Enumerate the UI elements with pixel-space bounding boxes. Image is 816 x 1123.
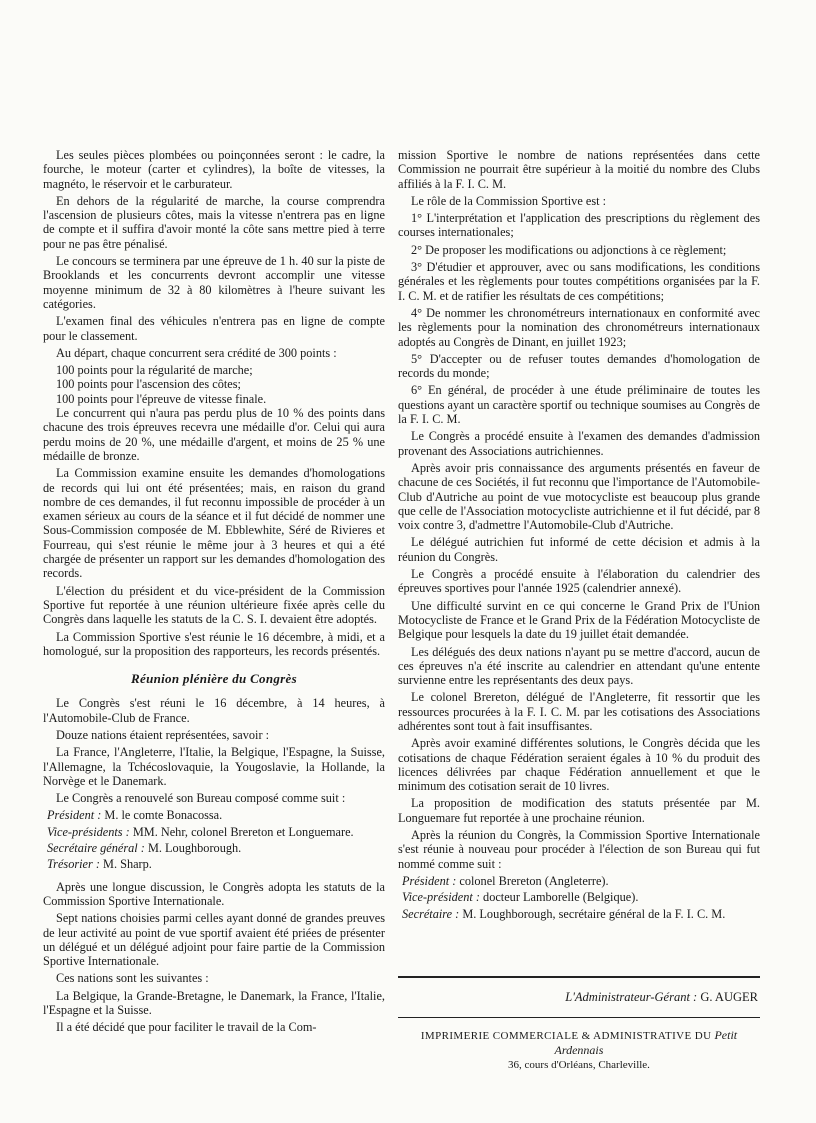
bureau-entry <box>398 874 760 888</box>
left-paragraphs-d <box>43 880 385 1035</box>
printer-name: IMPRIMERIE COMMERCIALE & ADMINISTRATIVE DU <box>420 1030 712 1042</box>
bureau-entry <box>43 841 385 855</box>
paragraph: 6° En général, de procéder à une étude préliminaire de toutes les questions ayant un caractère sportif ou technique soumises au Congrès de la F. I. C. M. <box>398 383 760 427</box>
paragraph: Le concurrent qui n'aura pas perdu plus de 10 % des points dans chacune des trois épreuves recevra une médaille d'or. Celui qui aura perdu moins de 20 %, une médaille d'argent, et moins de 25 % une médaille de bronze. <box>43 406 385 463</box>
bureau-role: Vice-président : <box>402 890 480 905</box>
bureau-role: Secrétaire : <box>402 906 460 921</box>
printer-paper: Petit Ardennais <box>554 1028 738 1057</box>
points-line: 100 points pour l'ascension des côtes; <box>56 377 241 392</box>
paragraph: 3° D'étudier et approuver, avec ou sans modifications, les conditions générales et les règlements pour toutes compétitions organisées par la F. I. C. M. et de ratifier les résultats de ces compétitions; <box>398 260 760 303</box>
commission-bureau-list <box>398 874 760 921</box>
paragraph: Après la réunion du Congrès, la Commission Sportive Internationale s'est réunie à nouveau pour procéder à l'élection de son Bureau qui fut nommé comme suit : <box>398 828 760 871</box>
points-line: 100 points pour l'épreuve de vitesse finale. <box>56 391 267 406</box>
points-line: 100 points pour la régularité de marche; <box>56 363 253 378</box>
left-paragraphs-c <box>43 696 385 805</box>
paragraph: 5° D'accepter ou de refuser toutes demandes d'homologation de records du monde; <box>398 351 760 381</box>
paragraph: Le Congrès a procédé ensuite à l'examen des demandes d'admission provenant des Associations autrichiennes. <box>398 429 760 458</box>
bureau-name: M. Loughborough. <box>144 841 242 856</box>
bureau-name: M. Sharp. <box>99 857 152 872</box>
paragraph: 2° De proposer les modifications ou adjonctions à ce règlement; <box>411 242 727 257</box>
congress-bureau-list <box>43 808 385 871</box>
paragraph: Après avoir pris connaissance des arguments présentés en faveur de chacune de ces Sociétés, il fut reconnu que l'importance de l'Automobile-Club d'Autriche au point de vue motocycliste est beaucoup plus grande que celle de l'Association motocycliste autrichienne et il fut décidé, par 8 voix contre 3, d'admettre l'Automobile-Club d'Autriche. <box>398 460 760 533</box>
printer-imprint <box>398 1028 760 1072</box>
administrator-name: G. AUGER <box>697 990 758 1004</box>
paragraph: 4° De nommer les chronométreurs internationaux en conformité avec les règlements pour la nomination des chronométreurs internationaux adoptés au Congrès de Dinant, en juillet 1923; <box>398 305 760 349</box>
paragraph: La France, l'Angleterre, l'Italie, la Belgique, l'Espagne, la Suisse, l'Allemagne, la Tchécoslovaquie, la Yougoslavie, la Hollande, la Norvège et le Danemark. <box>43 745 385 788</box>
bureau-name: M. le comte Bonacossa. <box>101 808 223 823</box>
bureau-entry <box>43 825 385 839</box>
paragraph: Sept nations choisies parmi celles ayant donné de grandes preuves de leur activité au point de vue sportif avaient été priées de présenter un délégué et un délégué adjoint pour faire partie de la Commission Sportive Internationale. <box>43 911 385 969</box>
right-paragraphs <box>398 194 760 871</box>
paragraph: L'examen final des véhicules n'entrera pas en ligne de compte pour le classement. <box>43 314 385 343</box>
paragraph: L'élection du président et du vice-président de la Commission Sportive fut reportée à une réunion ultérieure fixée après celle du Congrès dans laquelle les statuts de la C. S. I. devaient être adoptés. <box>43 583 385 627</box>
paragraph: La proposition de modification des statuts présentée par M. Longuemare fut reportée à une prochaine réunion. <box>398 796 760 825</box>
paragraph: Le rôle de la Commission Sportive est : <box>411 193 607 208</box>
administrator-line <box>398 990 758 1005</box>
printer-address: 36, cours d'Orléans, Charleville. <box>508 1059 650 1071</box>
paragraph: 1° L'interprétation et l'application des prescriptions du règlement des courses internationales; <box>398 211 760 240</box>
paragraph: Le Congrès a procédé ensuite à l'élaboration du calendrier des épreuves sportives pour l'année 1925 (calendrier annexé). <box>398 567 760 596</box>
paragraph: Ces nations sont les suivantes : <box>56 971 209 986</box>
bureau-entry <box>398 890 760 904</box>
bureau-entry <box>398 907 760 921</box>
paragraph: Après une longue discussion, le Congrès adopta les statuts de la Commission Sportive Internationale. <box>43 879 385 908</box>
paragraph: Au départ, chaque concurrent sera crédité de 300 points : <box>56 345 337 360</box>
paragraph: Le concours se terminera par une épreuve de 1 h. 40 sur la piste de Brooklands et les concurrents devront accomplir une vitesse moyenne minimum de 32 à 80 kilomètres à l'heure suivant les catégories. <box>43 254 385 311</box>
paragraph: La Commission examine ensuite les demandes d'homologations de records qui lui ont été présentées; mais, en raison du grand nombre de ces demandes, il fut reconnu impossible de procéder à un examen sérieux au cours de la séance et il fut décidé de nommer une Sous-Commission composée de M. Ebblewhite, Séré de Rivieres et Fourreau, qui s'est réunie le même jour à 3 heures et qui a été chargée de présenter un rapport sur les demandes d'homologation des records. <box>43 466 385 581</box>
paragraph: La Belgique, la Grande-Bretagne, le Danemark, la France, l'Italie, l'Espagne et la Suisse. <box>43 988 385 1018</box>
administrator-label: L'Administrateur-Gérant : <box>565 990 698 1004</box>
section-heading: Réunion plénière du Congrès <box>131 671 297 687</box>
footer-divider-bottom <box>398 1017 760 1018</box>
paragraph: Le délégué autrichien fut informé de cette décision et admis à la réunion du Congrès. <box>398 535 760 564</box>
footer-divider-top <box>398 976 760 978</box>
left-paragraphs-b <box>43 406 385 658</box>
paragraph: Le Congrès s'est réuni le 16 décembre, à 14 heures, à l'Automobile-Club de France. <box>43 696 385 725</box>
paragraph: Les délégués des deux nations n'ayant pu se mettre d'accord, aucun de ces épreuves n'a été inscrite au calendrier en attendant qu'une entente survienne entre les représentants des deux pays. <box>398 644 760 688</box>
bureau-role: Président : <box>47 808 102 823</box>
paragraph: Les seules pièces plombées ou poinçonnées seront : le cadre, la fourche, le moteur (carter et cylindres), la boîte de vitesses, la magnéto, le réservoir et le carburateur. <box>43 148 385 191</box>
bureau-role: Secrétaire général : <box>47 841 145 856</box>
bureau-name: M. Loughborough, secrétaire général de la F. I. C. M. <box>459 906 726 921</box>
bureau-role: Trésorier : <box>47 857 100 872</box>
right-column <box>398 148 760 923</box>
points-list <box>43 363 385 406</box>
bureau-entry <box>43 857 385 871</box>
paragraph: Après avoir examiné différentes solutions, le Congrès décida que les cotisations de chaque Fédération seraient égales à 10 % du produit des licences délivrées par chaque Fédération annuellement et que le minimum des cotisation serait de 10 livres. <box>398 736 760 794</box>
left-paragraphs-a <box>43 148 385 360</box>
paragraph: Il a été décidé que pour faciliter le travail de la Com- <box>56 1020 317 1035</box>
bureau-role: Vice-présidents : <box>47 824 130 839</box>
paragraph: Le Congrès a renouvelé son Bureau composé comme suit : <box>56 791 346 806</box>
left-column <box>43 148 385 1038</box>
paragraph: En dehors de la régularité de marche, la course comprendra l'ascension de plusieurs côtes, mais la vitesse n'entrera pas en ligne de compte et il suffira d'avoir monté la côte sans mettre pied à terre pour ne pas être pénalisé. <box>43 193 385 251</box>
paragraph: Une difficulté survint en ce qui concerne le Grand Prix de l'Union Motocycliste de France et le Grand Prix de la Fédération Motocycliste de Belgique pour lesquels la date du 19 juillet était demandée. <box>398 598 760 642</box>
bureau-name: MM. Nehr, colonel Brereton et Longuemare. <box>129 824 354 839</box>
bureau-name: colonel Brereton (Angleterre). <box>456 873 609 888</box>
paragraph: Le colonel Brereton, délégué de l'Angleterre, fit ressortir que les ressources procurées à la F. I. C. M. par les cotisations des Associations adhérentes sont tout à fait insuffisantes. <box>398 690 760 733</box>
bureau-role: Président : <box>402 873 457 888</box>
right-continuation-paragraph: mission Sportive le nombre de nations représentées dans cette Commission ne pourrait être supérieur à la moitié du nombre des Clubs affiliés à la F. I. C. M. <box>398 148 760 191</box>
bureau-name: docteur Lamborelle (Belgique). <box>479 890 639 905</box>
bureau-entry <box>43 808 385 822</box>
paragraph: Douze nations étaient représentées, savoir : <box>56 727 270 742</box>
paragraph: La Commission Sportive s'est réunie le 16 décembre, à midi, et a homologué, sur la proposition des rapporteurs, les records présentés. <box>43 629 385 658</box>
